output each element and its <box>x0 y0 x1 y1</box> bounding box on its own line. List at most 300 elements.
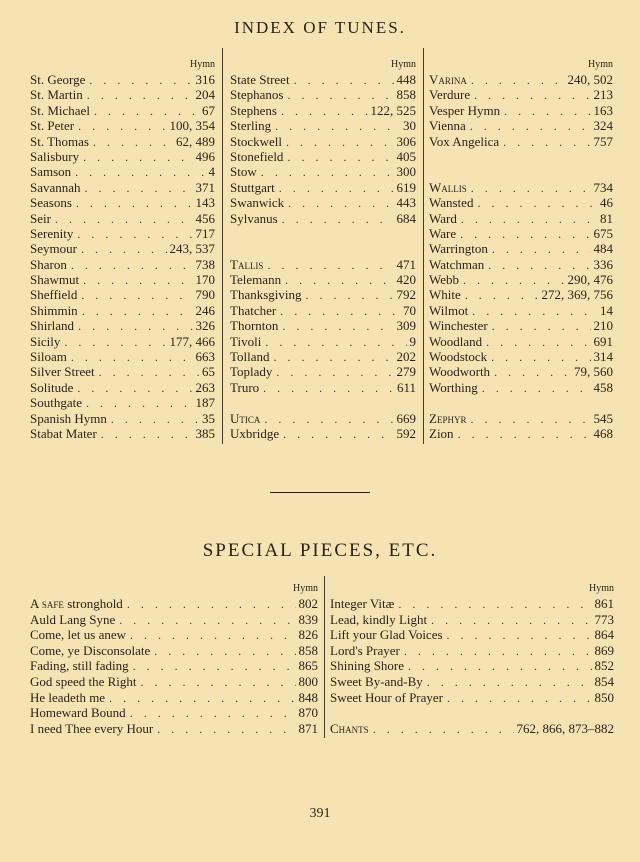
hymn-number: 684 <box>396 210 416 226</box>
hymn-number: 861 <box>594 596 614 611</box>
tune-name: State Street <box>230 72 290 87</box>
hymn-number: 177, 466 <box>169 333 215 349</box>
index-entry <box>429 226 613 241</box>
hymn-number: 773 <box>594 611 614 627</box>
hymn-number: 202 <box>396 349 416 365</box>
page-title: INDEX OF TUNES. <box>234 18 406 37</box>
dot-leader <box>67 258 193 272</box>
hymn-column-header: Hymn <box>588 59 613 70</box>
index-entry <box>30 658 318 674</box>
tune-name: Zephyr <box>429 410 467 426</box>
dot-leader <box>427 613 591 628</box>
index-entry <box>230 349 416 364</box>
tune-name: Stephens <box>230 102 277 118</box>
hymn-number: 852 <box>594 658 614 674</box>
index-entry <box>230 257 416 272</box>
tune-name: Wilmot <box>429 302 469 318</box>
dot-leader <box>107 412 199 426</box>
tune-name: Stow <box>230 164 257 180</box>
dot-leader <box>478 381 591 395</box>
dot-leader <box>466 119 591 133</box>
index-entry <box>30 334 215 349</box>
spacer <box>429 149 613 164</box>
dot-leader <box>95 365 199 379</box>
dot-leader <box>500 104 590 118</box>
hymn-number: 4 <box>208 164 215 180</box>
dot-leader <box>81 181 193 195</box>
hymn-number: 611 <box>396 379 416 395</box>
dot-leader <box>423 675 592 690</box>
tune-name: Seymour <box>30 241 77 257</box>
tune-name: God speed the Right <box>30 673 137 689</box>
index-entry <box>230 103 416 118</box>
hymn-number: 300 <box>396 164 416 180</box>
tune-name: Verdure <box>429 87 471 103</box>
index-entry <box>30 395 215 410</box>
index-entry <box>330 612 614 628</box>
dot-leader <box>461 288 539 302</box>
index-entry <box>30 164 215 179</box>
dot-leader <box>394 597 591 612</box>
dot-leader <box>260 412 393 426</box>
index-entry <box>230 195 416 210</box>
dot-leader <box>456 227 590 241</box>
tune-name: Salisbury <box>30 148 80 164</box>
tune-name: Warrington <box>429 241 488 257</box>
tune-name: Woodstock <box>429 349 488 365</box>
tune-name: Shining Shore <box>330 658 405 674</box>
index-entry <box>230 364 416 379</box>
tune-name: St. Thomas <box>30 133 89 149</box>
tune-name: Ware <box>429 225 457 241</box>
dot-leader <box>488 319 591 333</box>
dot-leader <box>283 150 393 164</box>
tune-name: Stonefield <box>230 148 284 164</box>
index-entry <box>230 211 416 226</box>
dot-leader <box>123 597 296 612</box>
dot-leader <box>467 73 565 87</box>
hymn-number: 210 <box>593 318 613 334</box>
dot-leader <box>263 258 393 272</box>
tune-name: St. Martin <box>30 87 83 103</box>
dot-leader <box>278 319 393 333</box>
hymn-number: 869 <box>594 642 614 658</box>
hymn-column-header: Hymn <box>391 59 416 70</box>
tune-name: St. Peter <box>30 118 75 134</box>
hymn-column-header: Hymn <box>589 583 614 594</box>
hymn-number: 326 <box>195 318 215 334</box>
hymn-number: 484 <box>593 241 613 257</box>
spacer <box>429 164 613 179</box>
index-entry <box>30 349 215 364</box>
tune-name: Webb <box>429 272 459 288</box>
tune-name: Sylvanus <box>230 210 278 226</box>
dot-leader <box>277 104 368 118</box>
index-entry <box>429 364 613 379</box>
index-entry <box>30 257 215 272</box>
dot-leader <box>77 242 167 256</box>
index-entry <box>30 72 215 87</box>
tune-name: Sheffield <box>30 287 78 303</box>
tune-name: Spanish Hymn <box>30 410 107 426</box>
tune-name: Shawmut <box>30 272 80 288</box>
tune-name: Stockwell <box>230 133 282 149</box>
spacer <box>230 395 416 410</box>
dot-leader <box>400 644 592 659</box>
dot-leader <box>283 88 393 102</box>
hymn-number: 717 <box>195 225 215 241</box>
dot-leader <box>473 196 597 210</box>
hymn-number: 592 <box>396 425 416 441</box>
tune-name: Seasons <box>30 195 72 211</box>
dot-leader <box>466 412 590 426</box>
tune-name: Southgate <box>30 395 82 411</box>
hymn-number: 619 <box>396 179 416 195</box>
tune-name: Watchman <box>429 256 485 272</box>
dot-leader <box>281 273 393 287</box>
section-divider <box>270 492 370 493</box>
index-entry <box>429 380 613 395</box>
index-entry <box>30 364 215 379</box>
index-entry <box>30 303 215 318</box>
dot-leader <box>74 319 192 333</box>
hymn-number: 213 <box>593 87 613 103</box>
tune-name: Sweet By-and-By <box>330 673 423 689</box>
index-entry <box>30 721 318 737</box>
dot-leader <box>290 73 394 87</box>
dot-leader <box>259 381 394 395</box>
tune-name: Homeward Bound <box>30 705 126 721</box>
index-entry <box>230 272 416 287</box>
dot-leader <box>369 722 514 737</box>
hymn-number: 314 <box>593 349 613 365</box>
dot-leader <box>60 335 166 349</box>
tune-name: Integer Vitæ <box>330 596 395 611</box>
index-entry <box>429 211 613 226</box>
hymn-number: 263 <box>195 379 215 395</box>
tune-name: Sterling <box>230 118 272 134</box>
dot-leader <box>137 675 296 690</box>
hymn-number: 46 <box>600 195 613 211</box>
tune-name: A safe stronghold <box>30 596 123 611</box>
dot-leader <box>85 73 192 87</box>
hymn-number: 663 <box>195 349 215 365</box>
tune-name: Woodworth <box>429 364 491 380</box>
tune-name: Vesper Hymn <box>429 102 501 118</box>
hymn-number: 802 <box>298 596 318 611</box>
tune-name: Thornton <box>230 318 279 334</box>
tune-name: Vienna <box>429 118 466 134</box>
hymn-column-header: Hymn <box>293 583 318 594</box>
index-entry <box>30 674 318 690</box>
dot-leader <box>115 613 295 628</box>
tune-name: White <box>429 287 461 303</box>
dot-leader <box>279 427 393 441</box>
index-entry <box>30 643 318 659</box>
hymn-number: 865 <box>298 658 318 674</box>
dot-leader <box>257 165 394 179</box>
tune-column-3 <box>429 58 613 441</box>
index-entry <box>330 627 614 643</box>
tune-name: I need Thee every Hour <box>30 720 154 736</box>
index-entry <box>30 195 215 210</box>
tune-name: Wansted <box>429 195 474 211</box>
tune-name: Sweet Hour of Prayer <box>330 689 443 705</box>
index-entry <box>30 690 318 706</box>
hymn-number: 757 <box>593 133 613 149</box>
dot-leader <box>278 212 394 226</box>
tune-name: Thanksgiving <box>230 287 302 303</box>
dot-leader <box>459 273 565 287</box>
dot-leader <box>150 644 295 659</box>
hymn-number: 792 <box>396 287 416 303</box>
tune-name: Chants <box>330 720 369 736</box>
tune-name: Utica <box>230 410 261 426</box>
index-entry <box>429 349 613 364</box>
hymn-number: 70 <box>403 302 416 318</box>
index-entry <box>429 287 613 302</box>
tune-name: He leadeth me <box>30 689 106 705</box>
tune-name: Siloam <box>30 349 67 365</box>
dot-leader <box>97 427 193 441</box>
tune-name: Lift your Glad Voices <box>330 627 443 643</box>
dot-leader <box>73 227 192 241</box>
dot-leader <box>454 427 591 441</box>
hymn-number: 790 <box>195 287 215 303</box>
index-entry <box>429 257 613 272</box>
page-number: 391 <box>309 806 331 821</box>
index-entry <box>30 118 215 133</box>
tune-name: Lead, kindly Light <box>330 611 428 627</box>
index-entry <box>230 164 416 179</box>
spacer <box>429 395 613 410</box>
index-entry <box>30 241 215 256</box>
tune-name: Telemann <box>230 272 282 288</box>
hymn-number: 443 <box>396 195 416 211</box>
hymn-number: 675 <box>593 225 613 241</box>
index-entry <box>429 334 613 349</box>
dot-leader <box>270 350 394 364</box>
tune-name: Wallis <box>429 179 467 195</box>
hymn-number: 854 <box>594 673 614 689</box>
tune-name: Silver Street <box>30 364 95 380</box>
index-entry <box>30 426 215 441</box>
hymn-number: 170 <box>195 272 215 288</box>
index-entry <box>429 180 613 195</box>
hymn-number: 316 <box>195 72 215 87</box>
dot-leader <box>484 258 590 272</box>
hymn-number: 67 <box>202 102 215 118</box>
tune-name: Savannah <box>30 179 81 195</box>
index-entry <box>230 287 416 302</box>
index-entry <box>230 87 416 102</box>
hymn-number: 14 <box>600 302 613 318</box>
index-entry <box>330 721 614 737</box>
index-entry <box>230 149 416 164</box>
tune-name: Winchester <box>429 318 488 334</box>
dot-leader <box>482 335 590 349</box>
dot-leader <box>90 104 199 118</box>
dot-leader <box>284 196 393 210</box>
tune-name: Sharon <box>30 256 67 272</box>
dot-leader <box>499 135 590 149</box>
index-entry <box>30 380 215 395</box>
index-entry <box>230 303 416 318</box>
dot-leader <box>470 88 590 102</box>
index-entry <box>330 658 614 674</box>
dot-leader <box>443 691 592 706</box>
index-entry <box>330 674 614 690</box>
hymn-number: 385 <box>195 425 215 441</box>
hymn-number: 100, 354 <box>169 118 215 134</box>
tune-name: St. Michael <box>30 102 90 118</box>
hymn-number: 272, 369, 756 <box>541 287 613 303</box>
hymn-number: 371 <box>195 179 215 195</box>
spacer <box>230 226 416 241</box>
index-entry <box>30 134 215 149</box>
dot-leader <box>129 659 296 674</box>
tune-name: Seir <box>30 210 51 226</box>
index-entry <box>30 705 318 721</box>
tune-name: Samson <box>30 164 72 180</box>
tune-name: Serenity <box>30 225 74 241</box>
hymn-number: 800 <box>298 673 318 689</box>
index-entry <box>30 627 318 643</box>
index-entry <box>230 180 416 195</box>
index-entry <box>230 118 416 133</box>
hymn-number: 545 <box>593 410 613 426</box>
special-column-2 <box>330 582 614 736</box>
index-entry <box>429 195 613 210</box>
index-entry <box>429 426 613 441</box>
index-entry <box>230 334 416 349</box>
dot-leader <box>302 288 394 302</box>
hymn-number: 468 <box>593 425 613 441</box>
tune-name: Woodland <box>429 333 483 349</box>
index-entry <box>429 118 613 133</box>
hymn-number: 762, 866, 873–882 <box>516 720 614 736</box>
tune-name: Shimmin <box>30 302 78 318</box>
hymn-number: 309 <box>396 318 416 334</box>
hymn-number: 279 <box>396 364 416 380</box>
tune-name: Come, ye Disconsolate <box>30 642 151 658</box>
hymn-number: 62, 489 <box>176 133 215 149</box>
hymn-number: 496 <box>195 148 215 164</box>
tune-name: Stephanos <box>230 87 284 103</box>
hymn-number: 35 <box>202 410 215 426</box>
dot-leader <box>67 350 193 364</box>
tune-name: Toplady <box>230 364 273 380</box>
hymn-number: 122, 525 <box>370 102 416 118</box>
dot-leader <box>443 628 592 643</box>
hymn-number: 458 <box>593 379 613 395</box>
tune-name: Uxbridge <box>230 425 280 441</box>
dot-leader <box>73 381 192 395</box>
hymn-number: 858 <box>396 87 416 103</box>
index-entry <box>30 103 215 118</box>
dot-leader <box>272 365 393 379</box>
dot-leader <box>404 659 591 674</box>
hymn-number: 143 <box>195 195 215 211</box>
hymn-number: 306 <box>396 133 416 149</box>
dot-leader <box>457 212 597 226</box>
column-divider <box>423 48 424 444</box>
index-entry <box>30 87 215 102</box>
index-entry <box>230 134 416 149</box>
hymn-number: 826 <box>298 627 318 643</box>
dot-leader <box>51 212 193 226</box>
hymn-number: 870 <box>298 705 318 721</box>
hymn-number: 858 <box>298 642 318 658</box>
tune-name: Varina <box>429 72 467 87</box>
hymn-number: 81 <box>600 210 613 226</box>
tune-name: Tallis <box>230 256 264 272</box>
hymn-number: 204 <box>195 87 215 103</box>
hymn-number: 850 <box>594 689 614 705</box>
hymn-number: 79, 560 <box>574 364 613 380</box>
index-entry <box>429 134 613 149</box>
column-divider <box>222 48 223 444</box>
hymn-number: 871 <box>298 720 318 736</box>
dot-leader <box>83 88 193 102</box>
index-entry <box>429 87 613 102</box>
index-entry <box>429 72 613 87</box>
dot-leader <box>153 722 295 737</box>
hymn-number: 864 <box>594 627 614 643</box>
dot-leader <box>105 691 295 706</box>
index-entry <box>429 241 613 256</box>
dot-leader <box>72 196 193 210</box>
special-column-1 <box>30 582 318 736</box>
hymn-number: 669 <box>396 410 416 426</box>
hymn-number: 243, 537 <box>169 241 215 257</box>
tune-name: Tivoli <box>230 333 262 349</box>
hymn-number: 848 <box>298 689 318 705</box>
index-entry <box>30 180 215 195</box>
hymn-number: 420 <box>396 272 416 288</box>
dot-leader <box>467 181 591 195</box>
index-entry <box>30 596 318 612</box>
dot-leader <box>79 273 192 287</box>
tune-name: Worthing <box>429 379 478 395</box>
dot-leader <box>77 288 192 302</box>
hymn-number: 456 <box>195 210 215 226</box>
tune-name: Come, let us anew <box>30 627 127 643</box>
hymn-number: 336 <box>593 256 613 272</box>
hymn-number: 405 <box>396 148 416 164</box>
index-entry <box>230 411 416 426</box>
dot-leader <box>487 350 590 364</box>
index-entry <box>429 411 613 426</box>
hymn-number: 448 <box>396 72 416 87</box>
tune-column-1 <box>30 58 215 441</box>
index-entry <box>30 411 215 426</box>
hymn-number: 187 <box>195 395 215 411</box>
tune-name: Sicily <box>30 333 61 349</box>
index-entry <box>30 287 215 302</box>
dot-leader <box>276 304 400 318</box>
tune-name: Stuttgart <box>230 179 275 195</box>
index-entry <box>429 103 613 118</box>
dot-leader <box>468 304 597 318</box>
index-entry <box>30 272 215 287</box>
special-pieces-title: SPECIAL PIECES, ETC. <box>202 540 438 561</box>
tune-name: Solitude <box>30 379 74 395</box>
tune-name: Thatcher <box>230 302 277 318</box>
tune-name: Lord's Prayer <box>330 642 400 658</box>
tune-name: Swanwick <box>230 195 285 211</box>
index-entry <box>30 226 215 241</box>
